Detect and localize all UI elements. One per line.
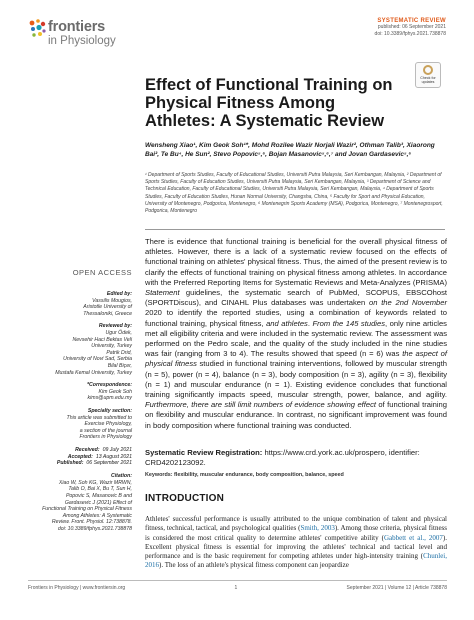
frontiers-dots-icon — [30, 19, 46, 37]
correspondence-name: Kim Geok Soh — [98, 388, 132, 395]
reviewer-line: Ugur Ödek, — [105, 329, 132, 336]
reviewed-by-label: Reviewed by: — [98, 323, 132, 330]
specialty-line: This article was submitted to — [66, 414, 132, 421]
correspondence-label: *Correspondence: — [87, 382, 132, 389]
footer-divider — [28, 580, 447, 581]
citation-line: Review. Front. Physiol. 12:738878. — [51, 519, 132, 526]
section-heading: INTRODUCTION — [145, 493, 225, 504]
specialty-line: Frontiers in Physiology — [79, 434, 132, 441]
citation-line: Among Athletes: A Systematic — [62, 512, 132, 519]
citation-line: Talib O, Bai X, Bu T, Sun H, — [68, 486, 132, 493]
brand-name: frontiers — [48, 19, 106, 35]
update-check-icon — [423, 65, 433, 75]
page-footer — [28, 585, 447, 591]
published-date: published: 06 September 2021 — [377, 24, 446, 30]
editor-line: Vassilis Mougios, — [92, 297, 132, 304]
affiliations: ¹ Department of Sports Studies, Faculty of Educational Studies, Universiti Putra Malaysia, Seri Kembangan, Malaysia, ² Department of Sports Studies, Faculty of Education Studies, Universiti Putra Malaysia, Seri Kembangan, Malaysia, ³ Department of Science and Technical Education, Faculty of Educational Studies, Universiti Putra Malaysia, Seri Kembangan, Malaysia, ⁴ Department of Sports Studies, Faculty of Education Studies, Hunan Normal University, Changsha, China, ⁵ Faculty for Sport and Physical Education, University of Montenegro, Podgorica, Montenegro, ⁶ Montenegrin Sports Academy (MSA), Podgorica, Montenegro, ⁷ Montenegrosport, Podgorica, Montenegro — [145, 172, 443, 215]
citation-line: Gardasevic J (2021) Effect of — [64, 499, 132, 506]
received-date: Received: 09 July 2021 — [75, 446, 132, 453]
footer-journal-link[interactable]: Frontiers in Physiology | www.frontiersin.org — [28, 585, 126, 591]
edited-by-label: Edited by: — [106, 291, 132, 297]
article-type: SYSTEMATIC REVIEW — [377, 18, 446, 24]
doi-link[interactable]: doi: 10.3389/fphys.2021.738878 — [374, 31, 446, 37]
citation-line: Popovic S, Masanovic B and — [65, 493, 132, 500]
registration — [145, 448, 447, 468]
reviewer-line: University, Turkey — [91, 343, 132, 350]
citation-link[interactable]: Chunlei, 2016 — [145, 552, 447, 570]
journal-name: in Physiology — [48, 35, 116, 47]
introduction-paragraph: Athletes' successful performance is usually attributed to the unique combination of talent and physical fitness, technical, tactical, and psychological qualities (Smith, 2003). Among those criteria, physical fitness is considered the most critical quality to determine athletes' competitive ability (Gabbett et al., 2007). Excellent physical fitness is essential for improving the athletes' technical and tactical level and performance and is the basic requirement for competing athletes under high-intensity training (Chunlei, 2016). The loss of an athlete's physical fitness component can jeopardize — [145, 515, 447, 570]
abstract: There is evidence that functional training is beneficial for the overall physical fitness of athletes. However, there is a lack of a systematic review focused on the effects of functional training on athletes' physical fitness. Thus, the aimed of the present review is to clarify the effects of functional training on physical fitness among athletes. In accordance with the Preferred Reporting Items for Systematic Reviews and Meta-Analyzes (PRISMA) Statement guidelines, the systematic search of PubMed, SCOPUS, EBSCOhost (SPORTDiscus), and CINAHL Plus databases was undertaken on the 2nd November 2020 to identify the reported studies, using a combination of keywords related to functional training, physical fitness, and athletes. From the 145 studies, only nine articles met all eligibility criteria and were included in the systematic review. The assessment was performed on the Pedro scale, and the quality of the study included in the nine studies was fair (ranging from 3 to 4). The results showed that speed (n = 6) was the aspect of physical fitness studied in functional training interventions, followed by muscular strength (n = 5), power (n = 4), balance (n = 3), body composition (n = 3), agility (n = 3), flexibility (n = 1) and muscular endurance (n = 1). Existing evidence concludes that functional training significantly impacts speed, muscular strength, power, balance, and agility. Furthermore, there are still limit numbers of evidence showing effect of functional training on flexibility and muscular endurance. In contrast, no significant improvement was found in body composition where functional training was conducted. — [145, 237, 447, 430]
citation-doi-link[interactable]: doi: 10.3389/fphys.2021.738878 — [57, 526, 132, 533]
page-number: 1 — [234, 585, 238, 591]
citation-link[interactable]: Smith, 2003 — [300, 524, 335, 533]
article-meta — [375, 18, 446, 38]
registration-link[interactable]: https://www.crd.york.ac.uk/prospero, identifier: CRD4202123092. — [145, 448, 420, 468]
keywords: Keywords: flexibility, muscular endurance, body composition, balance, speed — [145, 472, 344, 478]
citation-line: Functional Training on Physical Fitness — [42, 506, 132, 513]
registration-label: Systematic Review Registration: — [145, 448, 263, 457]
correspondence-email-link[interactable]: kims@upm.edu.my — [87, 395, 132, 402]
citation-link[interactable]: Gabbett et al., 2007 — [383, 533, 443, 542]
reviewer-line: Patrik Drid, — [106, 349, 132, 356]
footer-issue: September 2021 | Volume 12 | Article 738878 — [346, 585, 447, 591]
editor-line: Thessaloniki, Greece — [83, 310, 132, 317]
editor-line: Aristotle University of — [83, 304, 132, 311]
open-access-label: OPEN ACCESS — [72, 268, 132, 277]
reviewer-line: Nevsehir Haci Bektas Veli — [72, 336, 132, 343]
reviewer-line: Mustafa Kemal University, Turkey — [55, 369, 132, 376]
divider — [145, 229, 445, 230]
published-date: Published: 06 September 2021 — [56, 460, 132, 467]
citation-line: Xiao W, Soh KG, Wazir MRWN, — [58, 479, 132, 486]
specialty-section-label: Specialty section: — [87, 407, 132, 414]
accepted-date: Accepted: 13 August 2021 — [67, 453, 132, 460]
article-info-sidebar — [28, 268, 132, 533]
specialty-line: Exercise Physiology, — [84, 421, 132, 428]
author-list: Wensheng Xiao¹, Kim Geok Soh¹*, Mohd Rozilee Wazir Norjali Wazir², Othman Talib³, Xiaorong Bai², Te Bu⁴, He Sun², Stevo Popovic⁵,⁶, Bojan Masanovic⁵,⁶,⁷ and Jovan Gardasevic⁵,⁶ — [145, 142, 435, 159]
citation-label: Citation: — [110, 473, 132, 480]
article-title: Effect of Functional Training on Physical Fitness Among Athletes: A Systematic Review — [145, 76, 393, 130]
reviewer-line: Bilal Biçer, — [107, 362, 132, 369]
check-for-updates-button[interactable] — [415, 62, 441, 88]
check-updates-label: Check for updates — [420, 76, 436, 84]
specialty-line: a section of the journal — [79, 427, 132, 434]
reviewer-line: University of Novi Sad, Serbia — [63, 356, 132, 363]
